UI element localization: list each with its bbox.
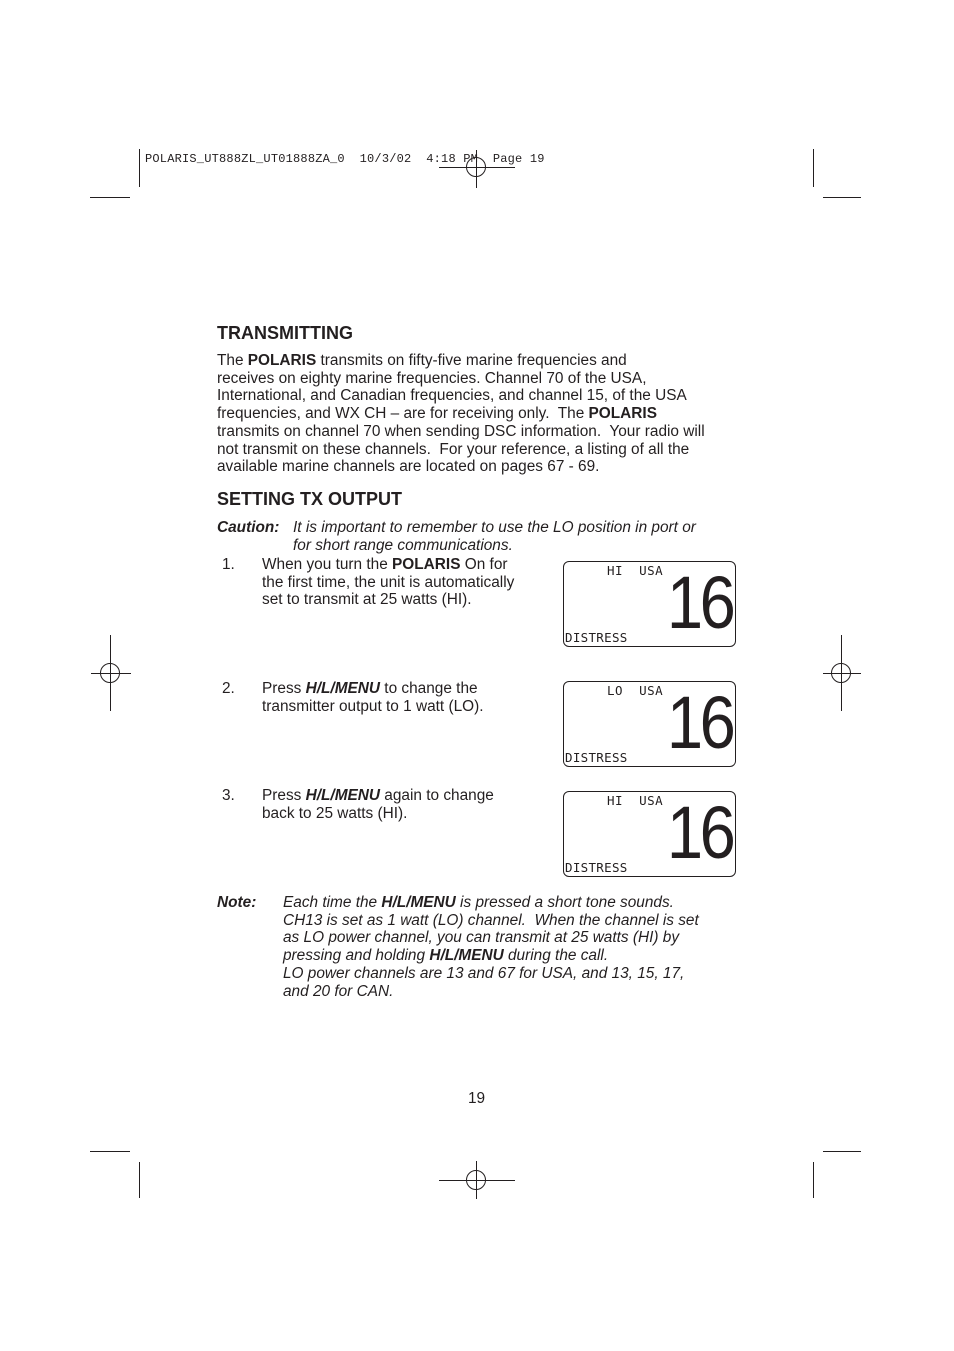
lcd-channel-number: 16 [666,681,732,764]
text-run: the first time, the unit is automatically [262,573,515,591]
text-run: The [217,352,248,369]
step-text [262,787,552,822]
lcd-distress-label: DISTRESS [565,750,628,765]
text-run: to change the [380,680,478,697]
note-label: Note: [217,894,257,911]
emphasis-text: POLARIS [247,352,317,369]
lcd-distress-label: DISTRESS [565,860,628,875]
text-run: transmits on channel 70 when sending DSC information. Your radio will [217,422,705,440]
step-line [262,787,552,805]
note-line [283,894,753,912]
text-run: frequencies, and WX CH – are for receiving only. The [217,405,589,423]
print-slug: POLARIS_UT888ZL_UT01888ZA_0 10/3/02 4:18 PM Page 19 [145,152,545,166]
section-heading-setting-tx-output: SETTING TX OUTPUT [217,489,403,509]
text-run: not transmit on these channels. For your reference, a listing of all the [217,440,690,458]
step-number: 3. [222,787,235,804]
paragraph-line [217,370,757,388]
paragraph-line [217,405,757,423]
note-line [283,912,753,930]
text-run: International, and Canadian frequencies, and channel 15, of the USA [217,387,687,405]
emphasis-text: H/L/MENU [305,680,381,697]
paragraph-line [217,458,757,476]
caution-line: for short range communications. [293,536,513,554]
lcd-channel-number: 16 [666,791,732,874]
page-number: 19 [468,1090,486,1107]
step-number: 2. [222,680,235,697]
lcd-display [563,791,736,877]
lcd-distress-label: DISTRESS [565,630,628,645]
emphasis-text: POLARIS [392,556,461,573]
text-run: transmits on fifty-five marine frequencies and [316,352,627,369]
text-run: CH13 is set as 1 watt (LO) channel. When the channel is set [283,911,699,929]
text-run: as LO power channel, you can transmit at 25 watts (HI) by [283,929,680,947]
note-line [283,929,753,947]
emphasis-text: H/L/MENU [305,787,381,804]
text-run: Each time the [283,894,382,911]
lcd-status-text: HI USA [607,793,664,808]
step-line [262,680,552,698]
note-line [283,965,753,983]
lcd-channel-number: 16 [666,561,732,644]
text-run: available marine channels are located on pages 67 - 69. [217,458,600,476]
emphasis-text: H/L/MENU [429,947,504,965]
paragraph-line [217,423,757,441]
step-line [262,574,552,592]
caution-line: It is important to remember to use the LO position in port or [293,519,696,536]
text-run: back to 25 watts (HI). [262,804,408,822]
text-run: receives on eighty marine frequencies. Channel 70 of the USA, [217,369,647,387]
note-line [283,983,753,1001]
paragraph-line [217,387,757,405]
paragraph-line [217,352,757,370]
step-line [262,556,552,574]
step-line [262,805,552,823]
text-run: again to change [380,787,494,804]
paragraph-line [217,441,757,459]
lcd-display [563,681,736,767]
text-run: is pressed a short tone sounds. [455,894,674,911]
text-run: pressing and holding [283,947,430,965]
caution-label: Caution: [217,519,280,536]
text-run: When you turn the [262,556,393,573]
step-number: 1. [222,556,235,573]
note-text [283,894,753,1000]
step-text [262,556,552,609]
text-run: On for [460,556,508,573]
caution-text [293,519,763,554]
text-run: set to transmit at 25 watts (HI). [262,591,472,609]
step-line [262,698,552,716]
text-run: Press [262,680,306,697]
lcd-status-text: LO USA [607,683,664,698]
transmitting-paragraph [217,352,757,476]
note-line [283,947,753,965]
step-text [262,680,552,715]
step-line [262,591,552,609]
text-run: Press [262,787,306,804]
lcd-status-text: HI USA [607,563,664,578]
emphasis-text: POLARIS [588,405,657,423]
emphasis-text: H/L/MENU [381,894,456,911]
text-run: transmitter output to 1 watt (LO). [262,697,484,715]
text-run: and 20 for CAN. [283,982,394,1000]
text-run: LO power channels are 13 and 67 for USA, and 13, 15, 17, [283,964,685,982]
lcd-display [563,561,736,647]
text-run: during the call. [503,947,609,965]
section-heading-transmitting: TRANSMITTING [217,323,353,343]
